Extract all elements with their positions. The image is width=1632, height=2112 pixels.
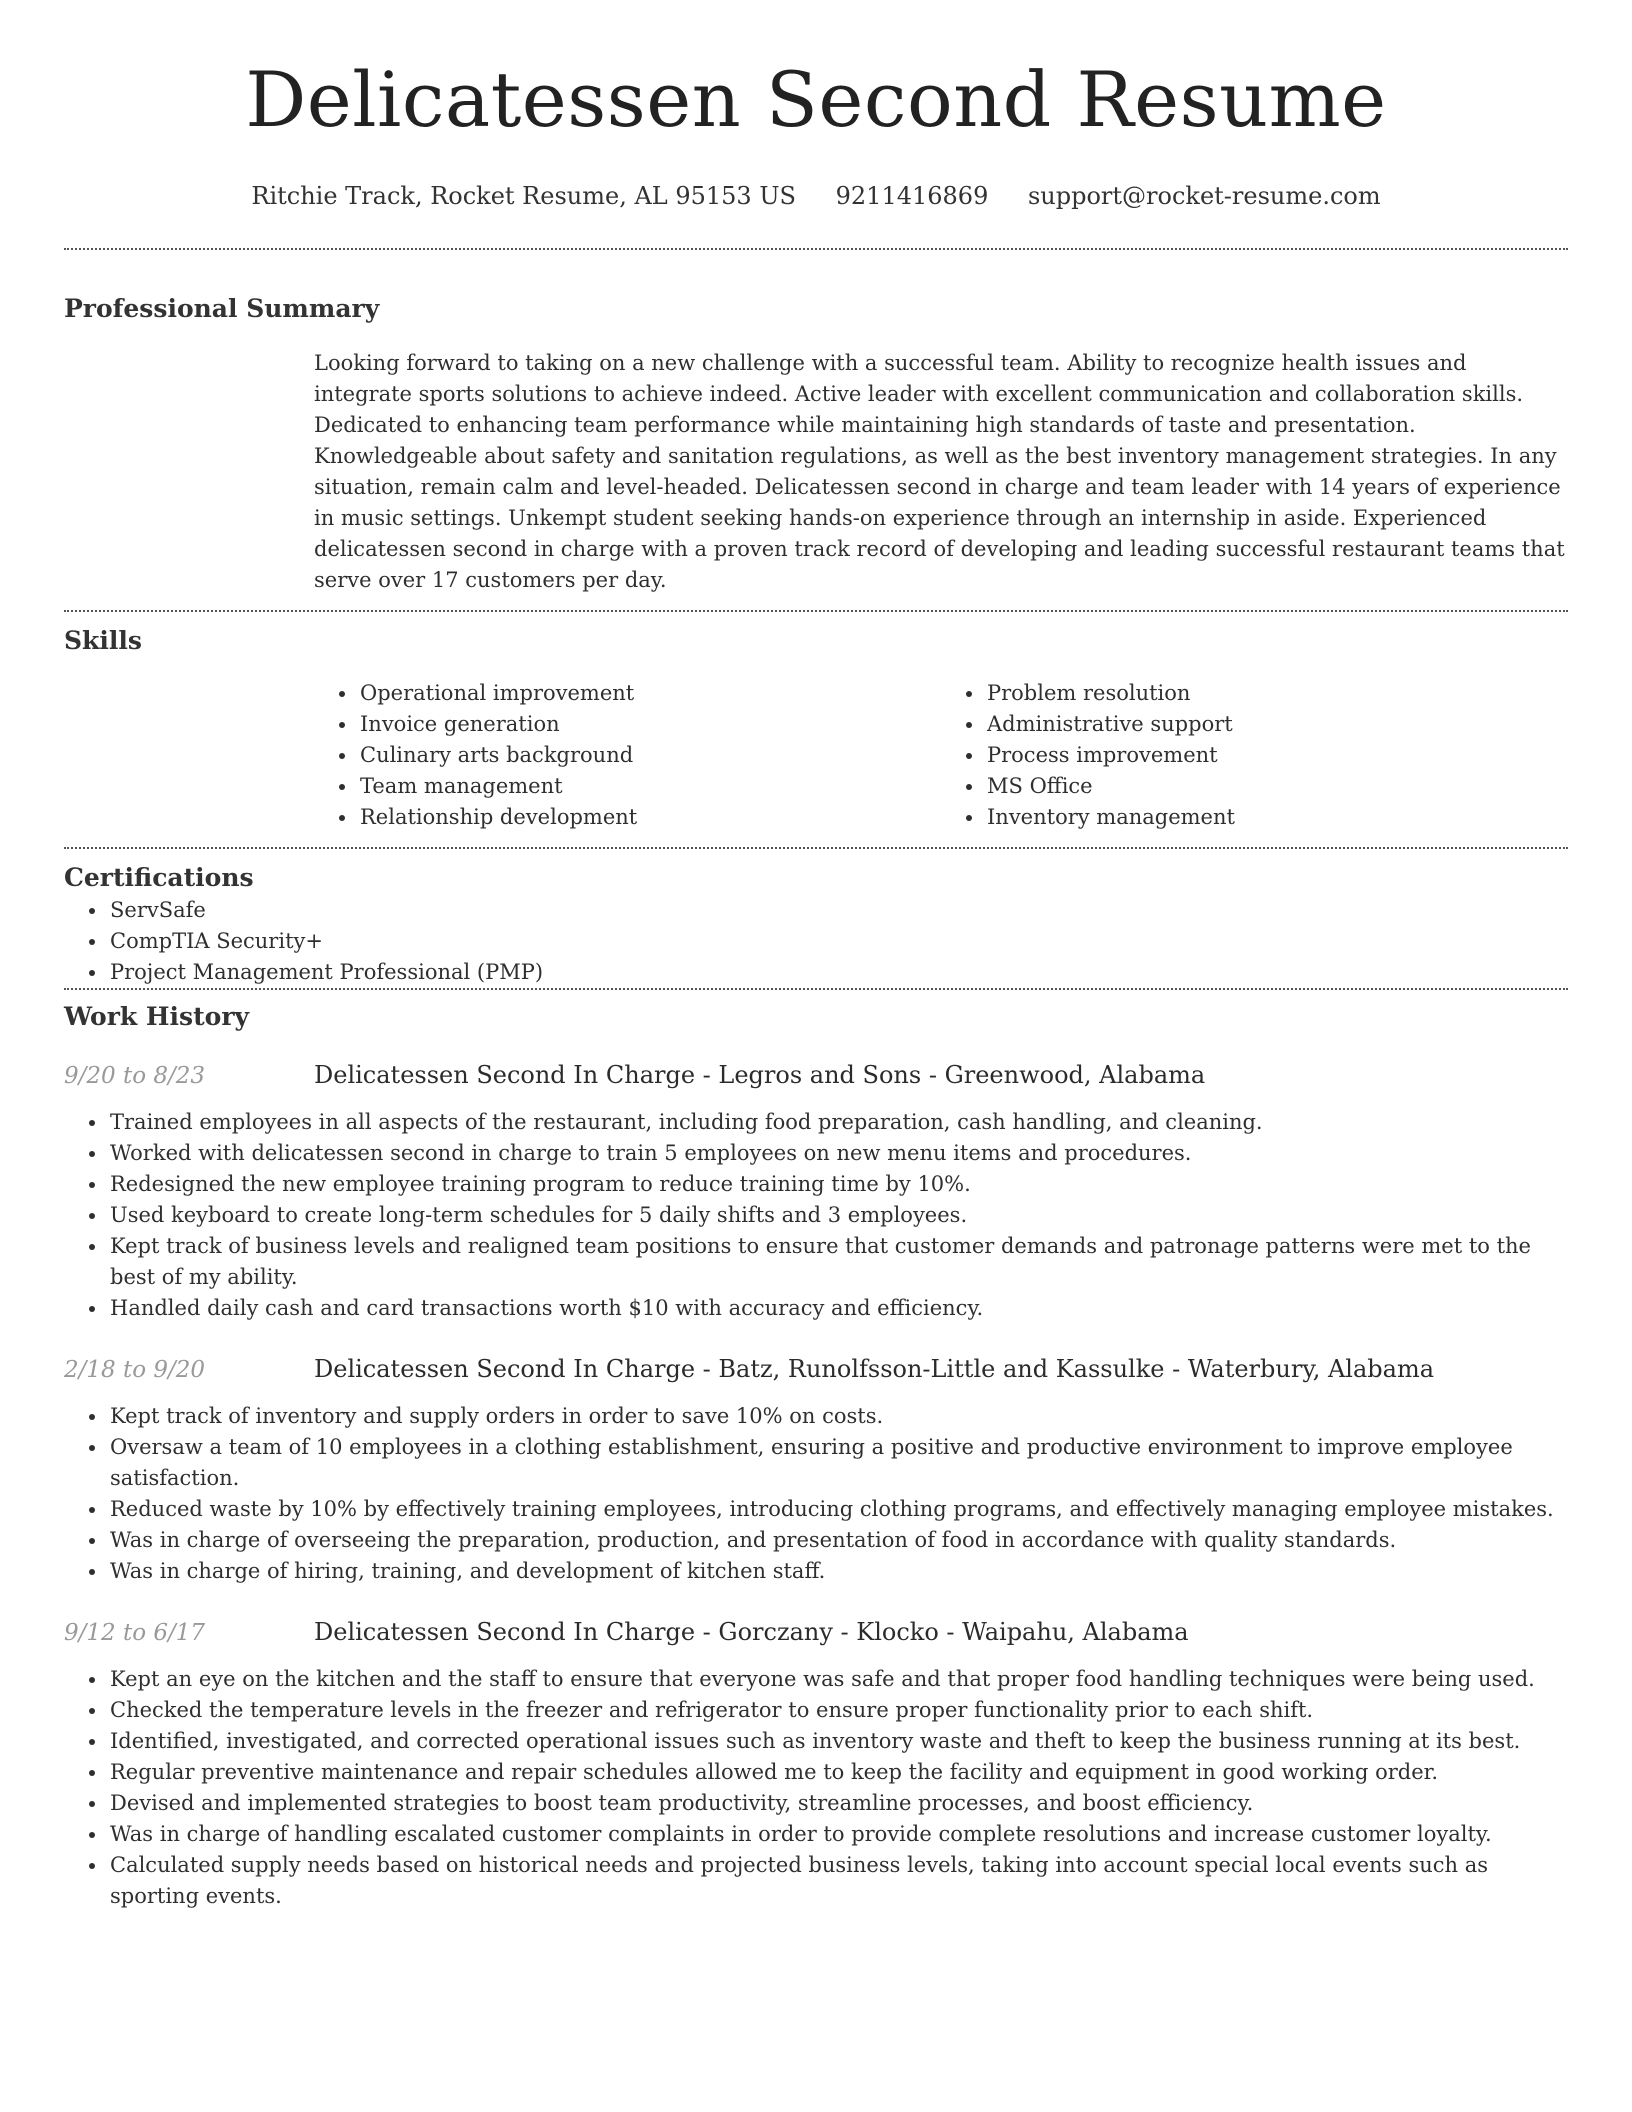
job-bullet: • Redesigned the new employee training program to reduce training time by 10%. [108,1169,1568,1200]
job-dates: 9/20 to 8/23 [64,1063,206,1089]
job-bullet: • Was in charge of overseeing the preparation, production, and presentation of food in accordance with quality standards. [108,1525,1568,1556]
job-bullet: • Kept an eye on the kitchen and the staff to ensure that everyone was safe and that proper food handling techniques were being used. [108,1664,1568,1695]
job-header [64,1352,1568,1387]
job-header [64,1615,1568,1650]
skill-item: • Problem resolution [985,678,1568,709]
job-entry [64,1352,1568,1587]
skill-item: • Relationship development [358,802,941,833]
job-dates: 9/12 to 6/17 [64,1620,206,1646]
job-header [64,1058,1568,1093]
job-bullet: • Calculated supply needs based on historical needs and projected business levels, taking into account special local events such as sporting events. [108,1850,1568,1912]
job-title: Delicatessen Second In Charge - Legros and Sons - Greenwood, Alabama [314,1061,1206,1089]
job-bullets [64,1664,1568,1912]
job-title: Delicatessen Second In Charge - Batz, Runolfsson-Little and Kassulke - Waterbury, Alabama [314,1355,1435,1383]
job-entry [64,1615,1568,1912]
job-bullet: • Kept track of inventory and supply orders in order to save 10% on costs. [108,1401,1568,1432]
skills-column-right [941,678,1568,833]
job-bullet: • Identified, investigated, and corrected operational issues such as inventory waste and theft to keep the business running at its best. [108,1726,1568,1757]
job-bullet: • Trained employees in all aspects of the restaurant, including food preparation, cash handling, and cleaning. [108,1107,1568,1138]
section-title-work-history: Work History [64,1002,250,1031]
contact-phone: 9211416869 [835,182,989,210]
job-bullet: • Was in charge of handling escalated customer complaints in order to provide complete resolutions and increase customer loyalty. [108,1819,1568,1850]
job-bullets [64,1401,1568,1587]
job-bullet: • Used keyboard to create long-term schedules for 5 daily shifts and 3 employees. [108,1200,1568,1231]
skills-list [314,678,1568,833]
skill-item: • Administrative support [985,709,1568,740]
job-bullets [64,1107,1568,1324]
job-entry [64,1058,1568,1324]
divider [64,248,1568,250]
contact-email: support@rocket-resume.com [1027,182,1381,210]
job-bullet: • Devised and implemented strategies to boost team productivity, streamline processes, and boost efficiency. [108,1788,1568,1819]
section-title-summary: Professional Summary [64,294,380,323]
skills-column-left [314,678,941,833]
job-bullet: • Handled daily cash and card transactions worth $10 with accuracy and efficiency. [108,1293,1568,1324]
summary-text: Looking forward to taking on a new challenge with a successful team. Ability to recognize health issues and integrate sports solutions to achieve indeed. Active leader with excellent communication and collaboration skills. Dedicated to enhancing team performance while maintaining high standards of taste and presentation. Knowledgeable about safety and sanitation regulations, as well as the best inventory management strategies. In any situation, remain calm and level-headed. Delicatessen second in charge and team leader with 14 years of experience in music settings. Unkempt student seeking hands-on experience through an internship in aside. Experienced delicatessen second in charge with a proven track record of developing and leading successful restaurant teams that serve over 17 customers per day. [314,351,1565,592]
skill-item: • Team management [358,771,941,802]
section-title-certifications: Certifications [64,863,254,892]
certification-item: • Project Management Professional (PMP) [108,957,1568,988]
divider [64,988,1568,990]
job-title: Delicatessen Second In Charge - Gorczany - Klocko - Waipahu, Alabama [314,1618,1189,1646]
job-dates: 2/18 to 9/20 [64,1357,206,1383]
divider [64,847,1568,849]
skill-item: • Operational improvement [358,678,941,709]
certifications-list [64,895,1568,988]
contact-line [64,180,1568,212]
job-bullet: • Reduced waste by 10% by effectively training employees, introducing clothing programs, and effectively managing employee mistakes. [108,1494,1568,1525]
skill-item: • Inventory management [985,802,1568,833]
job-bullet: • Worked with delicatessen second in charge to train 5 employees on new menu items and procedures. [108,1138,1568,1169]
skill-item: • Process improvement [985,740,1568,771]
contact-address: Ritchie Track, Rocket Resume, AL 95153 US [251,182,796,210]
job-bullet: • Was in charge of hiring, training, and development of kitchen staff. [108,1556,1568,1587]
skill-item: • Culinary arts background [358,740,941,771]
skill-item: • Invoice generation [358,709,941,740]
section-title-skills: Skills [64,626,142,655]
job-bullet: • Checked the temperature levels in the freezer and refrigerator to ensure proper functionality prior to each shift. [108,1695,1568,1726]
certification-item: • CompTIA Security+ [108,926,1568,957]
divider [64,610,1568,612]
job-bullet: • Regular preventive maintenance and repair schedules allowed me to keep the facility and equipment in good working order. [108,1757,1568,1788]
resume-title: Delicatessen Second Resume [245,55,1387,144]
job-bullet: • Oversaw a team of 10 employees in a clothing establishment, ensuring a positive and productive environment to improve employee satisfaction. [108,1432,1568,1494]
skill-item: • MS Office [985,771,1568,802]
job-bullet: • Kept track of business levels and realigned team positions to ensure that customer demands and patronage patterns were met to the best of my ability. [108,1231,1568,1293]
certification-item: • ServSafe [108,895,1568,926]
